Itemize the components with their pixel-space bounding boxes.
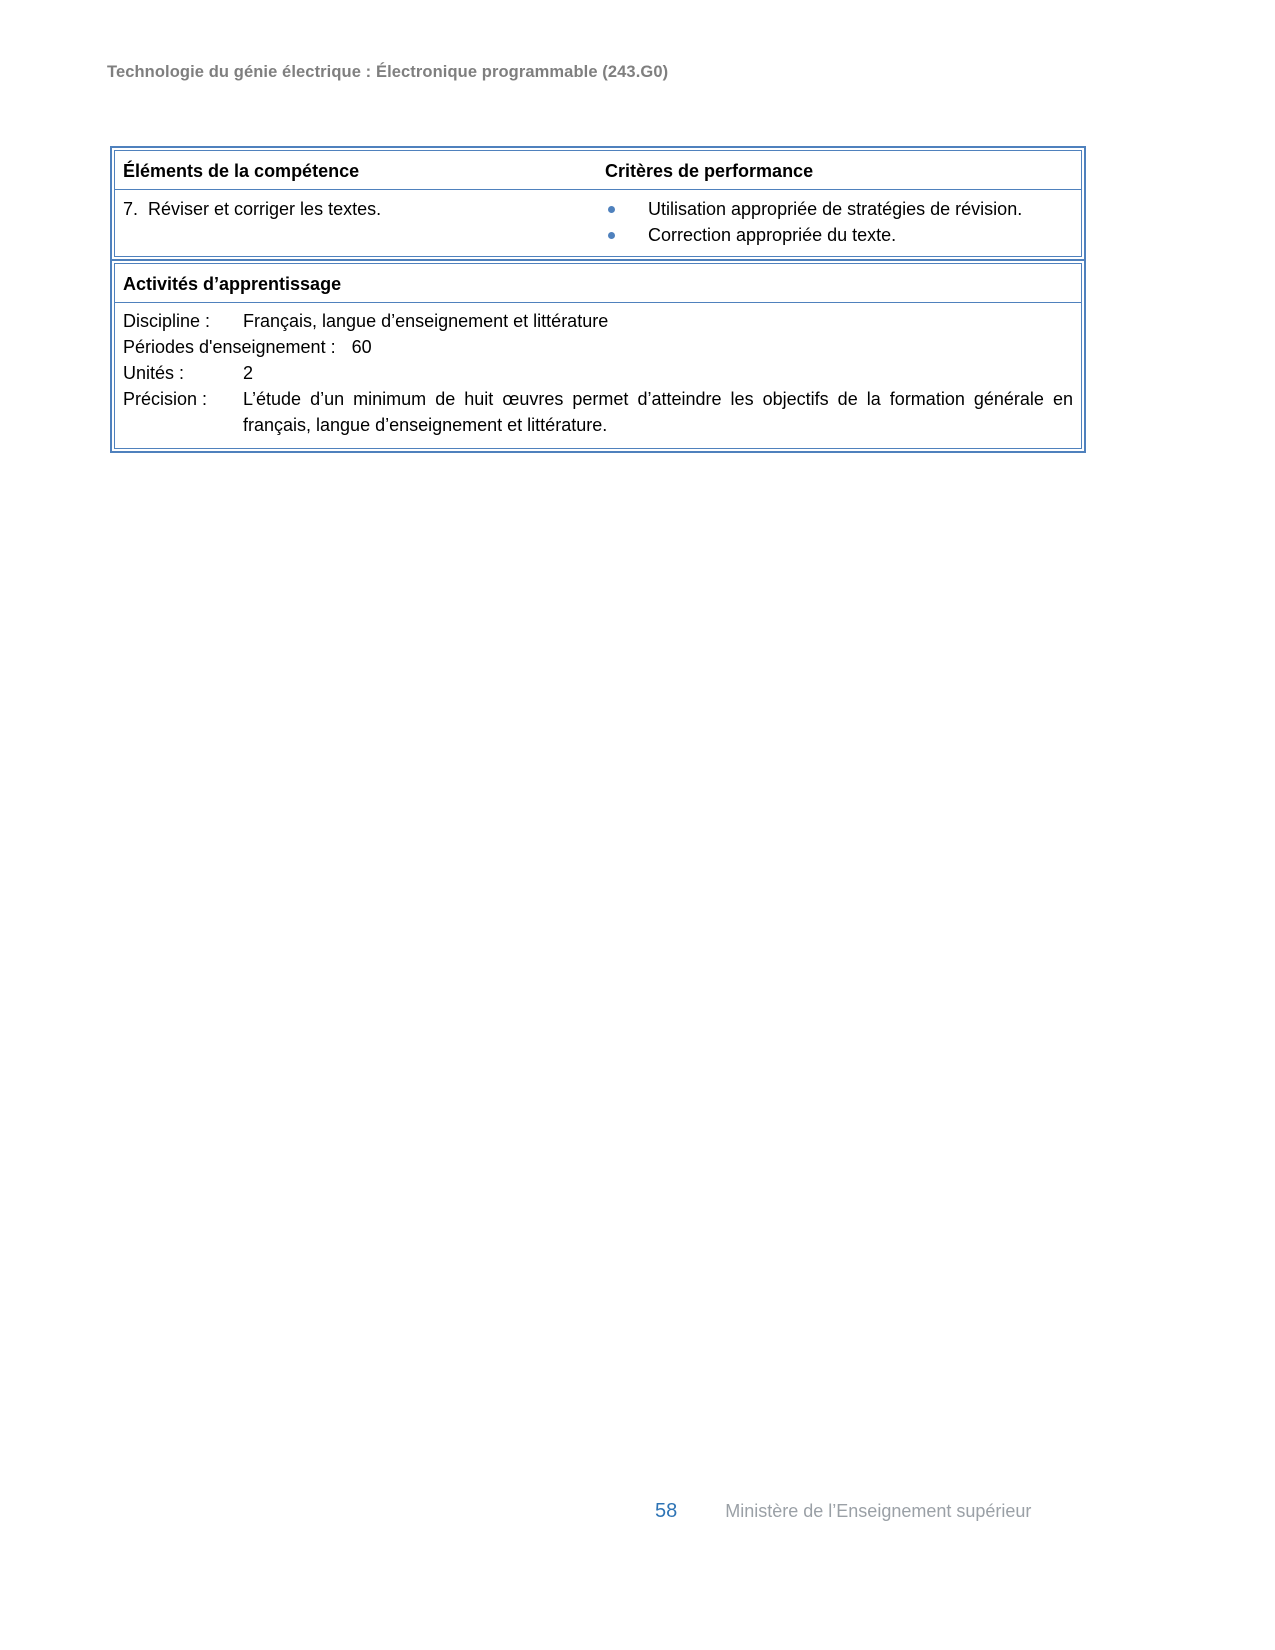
competence-table: [110, 146, 1086, 261]
competence-table-header-row: [115, 151, 1081, 190]
column-header-criteria: Critères de performance: [605, 161, 814, 181]
competence-element-cell: 7. Réviser et corriger les textes.: [123, 199, 382, 219]
activity-label: Unités :: [123, 363, 185, 383]
activity-row-periodes: [123, 334, 1073, 360]
activity-value: L’étude d’un minimum de huit œuvres permet d’atteindre les objectifs de la formation générale en français, langue d’enseignement et littérature.: [243, 389, 1073, 435]
competence-table-frame: [114, 150, 1082, 257]
activity-row-precision: [123, 386, 1073, 438]
activity-value: 2: [243, 363, 254, 383]
activities-title: Activités d’apprentissage: [115, 264, 1081, 303]
activities-body: [115, 303, 1081, 448]
criteria-item: Correction appropriée du texte.: [605, 222, 1073, 248]
criteria-item: Utilisation appropriée de stratégies de révision.: [605, 196, 1073, 222]
page-footer: [655, 1500, 1031, 1523]
criteria-cell: [605, 196, 1073, 248]
activities-table: [110, 259, 1086, 453]
activity-row-discipline: [123, 308, 1073, 334]
activity-value: Français, langue d’enseignement et littérature: [243, 311, 609, 331]
activities-table-frame: [114, 263, 1082, 449]
table-row: [115, 190, 1081, 256]
ministry-name: Ministère de l’Enseignement supérieur: [725, 1501, 1032, 1521]
criteria-list: [605, 196, 1073, 248]
activity-label: Discipline :: [123, 311, 211, 331]
activity-label: Périodes d'enseignement :: [123, 337, 336, 357]
activity-row-unites: [123, 360, 1073, 386]
column-header-elements: Éléments de la compétence: [123, 161, 360, 181]
page-number: 58: [655, 1500, 678, 1522]
running-header: Technologie du génie électrique : Électronique programmable (243.G0): [107, 63, 669, 81]
activity-label: Précision :: [123, 389, 208, 409]
activity-value: 60: [351, 337, 372, 357]
